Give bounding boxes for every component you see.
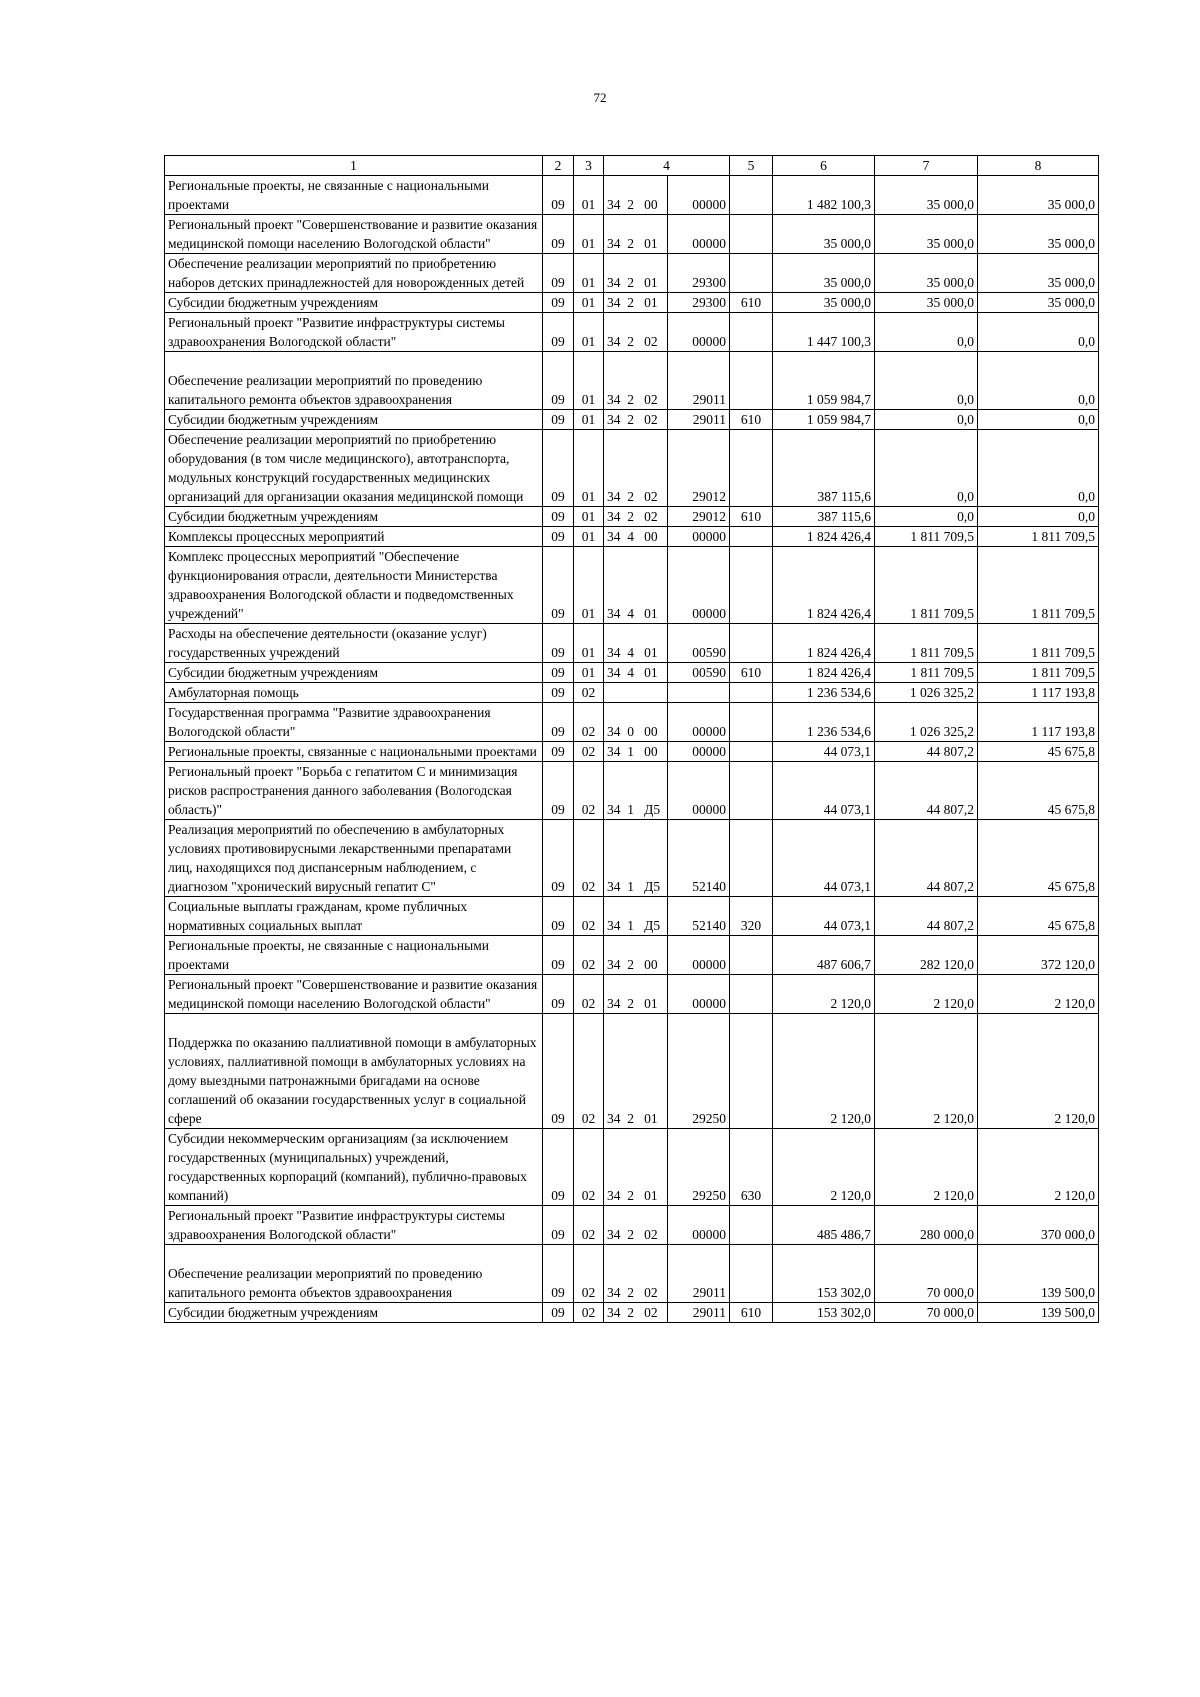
row-program-code-cell: 34 0 00 (604, 703, 668, 742)
row-amount-8-cell: 45 675,8 (978, 820, 1099, 897)
row-amount-8-cell: 1 117 193,8 (978, 683, 1099, 703)
row-amount-6-cell: 44 073,1 (773, 762, 875, 820)
row-name-cell: Региональный проект "Совершенствование и развитие оказания медицинской помощи населению Вологодской области" (165, 975, 543, 1014)
row-subsection-cell: 02 (574, 1245, 604, 1303)
row-article-code-cell: 00590 (668, 624, 730, 663)
table-row (165, 897, 1099, 936)
header-col-4: 4 (604, 156, 730, 176)
row-article-code-cell: 29012 (668, 430, 730, 507)
row-subsection-cell: 02 (574, 762, 604, 820)
row-subsection-cell: 01 (574, 313, 604, 352)
row-expense-type-cell (730, 624, 773, 663)
row-expense-type-cell (730, 936, 773, 975)
row-subsection-cell: 01 (574, 352, 604, 410)
row-name-cell: Обеспечение реализации мероприятий по приобретению оборудования (в том числе медицинского), автотранспорта, модульных конструкций государственных медицинских организаций для организации оказания медицинской помощи (165, 430, 543, 507)
row-article-code-cell: 29011 (668, 352, 730, 410)
row-section-cell: 09 (543, 624, 574, 663)
row-amount-6-cell: 1 824 426,4 (773, 663, 875, 683)
row-subsection-cell: 02 (574, 683, 604, 703)
row-program-code-cell: 34 2 02 (604, 352, 668, 410)
row-amount-7-cell: 1 026 325,2 (875, 683, 978, 703)
table-row (165, 742, 1099, 762)
header-col-6: 6 (773, 156, 875, 176)
row-subsection-cell: 02 (574, 1206, 604, 1245)
row-subsection-cell: 02 (574, 1014, 604, 1129)
row-article-code-cell: 29250 (668, 1014, 730, 1129)
row-article-code-cell: 00000 (668, 762, 730, 820)
row-amount-8-cell: 2 120,0 (978, 1014, 1099, 1129)
row-program-code-cell: 34 4 00 (604, 527, 668, 547)
row-section-cell: 09 (543, 430, 574, 507)
table-row (165, 176, 1099, 215)
row-article-code-cell: 29012 (668, 507, 730, 527)
row-amount-8-cell: 1 811 709,5 (978, 663, 1099, 683)
row-section-cell: 09 (543, 1014, 574, 1129)
row-name-cell: Амбулаторная помощь (165, 683, 543, 703)
row-name-cell: Региональный проект "Борьба с гепатитом С и минимизация рисков распространения данного заболевания (Вологодская область)" (165, 762, 543, 820)
row-amount-7-cell: 0,0 (875, 507, 978, 527)
row-program-code-cell: 34 1 Д5 (604, 897, 668, 936)
row-amount-6-cell: 153 302,0 (773, 1245, 875, 1303)
row-amount-6-cell: 44 073,1 (773, 742, 875, 762)
row-article-code-cell: 00000 (668, 742, 730, 762)
row-name-cell: Реализация мероприятий по обеспечению в амбулаторных условиях противовирусными лекарственными препаратами лиц, находящихся под диспансерным наблюдением, с диагнозом "хронический вирусный гепатит С" (165, 820, 543, 897)
row-amount-7-cell: 0,0 (875, 410, 978, 430)
row-article-code-cell: 52140 (668, 897, 730, 936)
row-article-code-cell: 29300 (668, 254, 730, 293)
row-program-code-cell: 34 2 02 (604, 313, 668, 352)
page-number: 72 (593, 90, 607, 105)
row-amount-6-cell: 1 824 426,4 (773, 624, 875, 663)
table-body (165, 156, 1099, 1323)
table-row (165, 820, 1099, 897)
row-name-cell: Региональные проекты, связанные с национальными проектами (165, 742, 543, 762)
row-subsection-cell: 01 (574, 176, 604, 215)
table-row (165, 527, 1099, 547)
row-subsection-cell: 01 (574, 547, 604, 624)
row-name-cell: Государственная программа "Развитие здравоохранения Вологодской области" (165, 703, 543, 742)
row-section-cell: 09 (543, 176, 574, 215)
row-expense-type-cell (730, 215, 773, 254)
row-subsection-cell: 02 (574, 936, 604, 975)
row-name-cell: Обеспечение реализации мероприятий по проведению капитального ремонта объектов здравоохранения (165, 352, 543, 410)
row-section-cell: 09 (543, 936, 574, 975)
row-amount-8-cell: 35 000,0 (978, 254, 1099, 293)
row-subsection-cell: 02 (574, 897, 604, 936)
header-col-1: 1 (165, 156, 543, 176)
header-col-3: 3 (574, 156, 604, 176)
row-amount-6-cell: 1 059 984,7 (773, 352, 875, 410)
row-amount-6-cell: 1 824 426,4 (773, 527, 875, 547)
row-amount-7-cell: 1 026 325,2 (875, 703, 978, 742)
table-row (165, 254, 1099, 293)
table-row (165, 663, 1099, 683)
row-amount-6-cell: 44 073,1 (773, 897, 875, 936)
row-program-code-cell: 34 2 02 (604, 1206, 668, 1245)
row-name-cell: Региональные проекты, не связанные с национальными проектами (165, 176, 543, 215)
header-col-2: 2 (543, 156, 574, 176)
row-section-cell: 09 (543, 663, 574, 683)
row-amount-6-cell: 44 073,1 (773, 820, 875, 897)
row-expense-type-cell (730, 527, 773, 547)
row-expense-type-cell: 610 (730, 293, 773, 313)
row-amount-6-cell: 387 115,6 (773, 430, 875, 507)
row-amount-8-cell: 35 000,0 (978, 215, 1099, 254)
row-amount-8-cell: 1 811 709,5 (978, 527, 1099, 547)
row-amount-8-cell: 0,0 (978, 410, 1099, 430)
row-amount-8-cell: 372 120,0 (978, 936, 1099, 975)
row-name-cell: Региональные проекты, не связанные с национальными проектами (165, 936, 543, 975)
row-amount-6-cell: 35 000,0 (773, 215, 875, 254)
table-row (165, 1014, 1099, 1129)
row-amount-7-cell: 35 000,0 (875, 254, 978, 293)
row-name-cell: Региональный проект "Совершенствование и развитие оказания медицинской помощи населению Вологодской области" (165, 215, 543, 254)
row-amount-8-cell: 45 675,8 (978, 762, 1099, 820)
row-expense-type-cell (730, 683, 773, 703)
row-amount-8-cell: 35 000,0 (978, 293, 1099, 313)
row-program-code-cell: 34 4 01 (604, 663, 668, 683)
row-expense-type-cell: 610 (730, 410, 773, 430)
row-amount-8-cell: 1 117 193,8 (978, 703, 1099, 742)
header-col-7: 7 (875, 156, 978, 176)
row-amount-7-cell: 2 120,0 (875, 1129, 978, 1206)
row-program-code-cell: 34 2 02 (604, 410, 668, 430)
row-expense-type-cell (730, 254, 773, 293)
row-amount-7-cell: 44 807,2 (875, 897, 978, 936)
table-row (165, 975, 1099, 1014)
row-amount-7-cell: 35 000,0 (875, 176, 978, 215)
row-expense-type-cell (730, 352, 773, 410)
row-program-code-cell: 34 1 Д5 (604, 762, 668, 820)
row-section-cell: 09 (543, 547, 574, 624)
table-row (165, 293, 1099, 313)
row-section-cell: 09 (543, 897, 574, 936)
row-amount-6-cell: 35 000,0 (773, 293, 875, 313)
row-expense-type-cell (730, 430, 773, 507)
header-col-8: 8 (978, 156, 1099, 176)
row-amount-7-cell: 0,0 (875, 352, 978, 410)
row-article-code-cell (668, 683, 730, 703)
row-program-code-cell: 34 2 02 (604, 507, 668, 527)
row-amount-8-cell: 139 500,0 (978, 1303, 1099, 1323)
row-name-cell: Комплексы процессных мероприятий (165, 527, 543, 547)
row-amount-6-cell: 2 120,0 (773, 1014, 875, 1129)
row-name-cell: Субсидии бюджетным учреждениям (165, 663, 543, 683)
row-expense-type-cell (730, 703, 773, 742)
row-name-cell: Социальные выплаты гражданам, кроме публичных нормативных социальных выплат (165, 897, 543, 936)
row-amount-7-cell: 2 120,0 (875, 1014, 978, 1129)
row-article-code-cell: 00000 (668, 1206, 730, 1245)
row-section-cell: 09 (543, 762, 574, 820)
row-program-code-cell: 34 4 01 (604, 547, 668, 624)
row-amount-6-cell: 487 606,7 (773, 936, 875, 975)
table-row (165, 215, 1099, 254)
row-amount-7-cell: 35 000,0 (875, 293, 978, 313)
row-name-cell: Региональный проект "Развитие инфраструктуры системы здравоохранения Вологодской области" (165, 1206, 543, 1245)
row-section-cell: 09 (543, 293, 574, 313)
row-amount-8-cell: 0,0 (978, 430, 1099, 507)
row-subsection-cell: 01 (574, 293, 604, 313)
row-name-cell: Комплекс процессных мероприятий "Обеспечение функционирования отрасли, деятельности Министерства здравоохранения Вологодской области и подведомственных учреждений" (165, 547, 543, 624)
row-article-code-cell: 00000 (668, 215, 730, 254)
row-section-cell: 09 (543, 703, 574, 742)
row-amount-7-cell: 0,0 (875, 430, 978, 507)
row-amount-6-cell: 1 236 534,6 (773, 703, 875, 742)
row-section-cell: 09 (543, 1245, 574, 1303)
table-row (165, 624, 1099, 663)
row-article-code-cell: 00000 (668, 527, 730, 547)
row-amount-7-cell: 0,0 (875, 313, 978, 352)
row-subsection-cell: 02 (574, 820, 604, 897)
row-amount-6-cell: 2 120,0 (773, 1129, 875, 1206)
row-amount-6-cell: 1 236 534,6 (773, 683, 875, 703)
row-section-cell: 09 (543, 1303, 574, 1323)
row-subsection-cell: 02 (574, 1303, 604, 1323)
row-name-cell: Субсидии бюджетным учреждениям (165, 1303, 543, 1323)
row-program-code-cell: 34 2 02 (604, 1303, 668, 1323)
row-subsection-cell: 02 (574, 1129, 604, 1206)
table-row (165, 507, 1099, 527)
table-row (165, 547, 1099, 624)
row-amount-7-cell: 70 000,0 (875, 1245, 978, 1303)
row-amount-7-cell: 1 811 709,5 (875, 663, 978, 683)
row-article-code-cell: 29011 (668, 410, 730, 430)
row-program-code-cell: 34 2 01 (604, 1014, 668, 1129)
row-expense-type-cell (730, 820, 773, 897)
row-expense-type-cell (730, 1245, 773, 1303)
row-program-code-cell: 34 2 00 (604, 936, 668, 975)
row-subsection-cell: 01 (574, 215, 604, 254)
header-col-5: 5 (730, 156, 773, 176)
row-name-cell: Субсидии некоммерческим организациям (за исключением государственных (муниципальных) учреждений, государственных корпораций (компаний), публично-правовых компаний) (165, 1129, 543, 1206)
row-amount-7-cell: 44 807,2 (875, 820, 978, 897)
table-row (165, 703, 1099, 742)
table-row (165, 683, 1099, 703)
row-expense-type-cell (730, 1014, 773, 1129)
row-name-cell: Субсидии бюджетным учреждениям (165, 507, 543, 527)
table-row (165, 1129, 1099, 1206)
row-subsection-cell: 02 (574, 703, 604, 742)
row-amount-7-cell: 1 811 709,5 (875, 547, 978, 624)
row-section-cell: 09 (543, 683, 574, 703)
row-expense-type-cell: 320 (730, 897, 773, 936)
row-expense-type-cell: 630 (730, 1129, 773, 1206)
row-article-code-cell: 00000 (668, 176, 730, 215)
row-amount-7-cell: 1 811 709,5 (875, 624, 978, 663)
row-amount-6-cell: 387 115,6 (773, 507, 875, 527)
row-name-cell: Расходы на обеспечение деятельности (оказание услуг) государственных учреждений (165, 624, 543, 663)
row-article-code-cell: 00000 (668, 703, 730, 742)
row-article-code-cell: 00000 (668, 313, 730, 352)
row-amount-8-cell: 370 000,0 (978, 1206, 1099, 1245)
row-subsection-cell: 01 (574, 624, 604, 663)
row-name-cell: Субсидии бюджетным учреждениям (165, 293, 543, 313)
row-section-cell: 09 (543, 313, 574, 352)
row-program-code-cell: 34 2 01 (604, 975, 668, 1014)
table-row (165, 1206, 1099, 1245)
row-name-cell: Обеспечение реализации мероприятий по приобретению наборов детских принадлежностей для новорожденных детей (165, 254, 543, 293)
row-program-code-cell: 34 2 01 (604, 254, 668, 293)
row-subsection-cell: 01 (574, 430, 604, 507)
row-amount-8-cell: 0,0 (978, 507, 1099, 527)
row-section-cell: 09 (543, 410, 574, 430)
row-name-cell: Субсидии бюджетным учреждениям (165, 410, 543, 430)
table-row (165, 762, 1099, 820)
row-article-code-cell: 00000 (668, 547, 730, 624)
row-amount-8-cell: 2 120,0 (978, 1129, 1099, 1206)
row-program-code-cell: 34 1 00 (604, 742, 668, 762)
row-expense-type-cell (730, 547, 773, 624)
row-amount-7-cell: 44 807,2 (875, 742, 978, 762)
row-expense-type-cell: 610 (730, 663, 773, 683)
row-expense-type-cell (730, 176, 773, 215)
row-article-code-cell: 00590 (668, 663, 730, 683)
row-amount-8-cell: 139 500,0 (978, 1245, 1099, 1303)
row-amount-8-cell: 2 120,0 (978, 975, 1099, 1014)
row-amount-7-cell: 280 000,0 (875, 1206, 978, 1245)
row-amount-8-cell: 0,0 (978, 313, 1099, 352)
row-program-code-cell: 34 2 01 (604, 215, 668, 254)
row-program-code-cell: 34 2 02 (604, 430, 668, 507)
row-expense-type-cell: 610 (730, 507, 773, 527)
row-program-code-cell: 34 2 01 (604, 1129, 668, 1206)
row-amount-6-cell: 153 302,0 (773, 1303, 875, 1323)
row-program-code-cell (604, 683, 668, 703)
row-section-cell: 09 (543, 507, 574, 527)
table-row (165, 430, 1099, 507)
row-expense-type-cell: 610 (730, 1303, 773, 1323)
row-amount-6-cell: 485 486,7 (773, 1206, 875, 1245)
row-section-cell: 09 (543, 742, 574, 762)
row-article-code-cell: 00000 (668, 975, 730, 1014)
row-program-code-cell: 34 2 01 (604, 293, 668, 313)
row-expense-type-cell (730, 762, 773, 820)
row-amount-8-cell: 1 811 709,5 (978, 624, 1099, 663)
row-article-code-cell: 00000 (668, 936, 730, 975)
row-amount-6-cell: 1 059 984,7 (773, 410, 875, 430)
row-expense-type-cell (730, 313, 773, 352)
row-amount-7-cell: 282 120,0 (875, 936, 978, 975)
row-name-cell: Обеспечение реализации мероприятий по проведению капитального ремонта объектов здравоохранения (165, 1245, 543, 1303)
row-program-code-cell: 34 2 00 (604, 176, 668, 215)
row-article-code-cell: 29011 (668, 1245, 730, 1303)
row-amount-6-cell: 2 120,0 (773, 975, 875, 1014)
row-amount-7-cell: 44 807,2 (875, 762, 978, 820)
row-amount-8-cell: 45 675,8 (978, 742, 1099, 762)
row-article-code-cell: 29250 (668, 1129, 730, 1206)
table-header-row (165, 156, 1099, 176)
row-section-cell: 09 (543, 352, 574, 410)
table-row (165, 313, 1099, 352)
row-program-code-cell: 34 1 Д5 (604, 820, 668, 897)
row-section-cell: 09 (543, 527, 574, 547)
budget-table (164, 155, 1099, 1323)
row-amount-8-cell: 35 000,0 (978, 176, 1099, 215)
row-expense-type-cell (730, 742, 773, 762)
row-amount-8-cell: 0,0 (978, 352, 1099, 410)
row-subsection-cell: 02 (574, 742, 604, 762)
row-program-code-cell: 34 4 01 (604, 624, 668, 663)
row-subsection-cell: 01 (574, 410, 604, 430)
row-name-cell: Поддержка по оказанию паллиативной помощи в амбулаторных условиях, паллиативной помощи в амбулаторных условиях на дому выездными патронажными бригадами на основе соглашений об оказании государственных услуг в социальной сфере (165, 1014, 543, 1129)
row-amount-6-cell: 35 000,0 (773, 254, 875, 293)
row-subsection-cell: 01 (574, 507, 604, 527)
row-article-code-cell: 52140 (668, 820, 730, 897)
row-subsection-cell: 02 (574, 975, 604, 1014)
row-subsection-cell: 01 (574, 254, 604, 293)
row-amount-7-cell: 35 000,0 (875, 215, 978, 254)
table-row (165, 1303, 1099, 1323)
row-name-cell: Региональный проект "Развитие инфраструктуры системы здравоохранения Вологодской области" (165, 313, 543, 352)
table-row (165, 1245, 1099, 1303)
table-row (165, 352, 1099, 410)
row-section-cell: 09 (543, 1129, 574, 1206)
row-amount-8-cell: 45 675,8 (978, 897, 1099, 936)
row-amount-6-cell: 1 482 100,3 (773, 176, 875, 215)
row-subsection-cell: 01 (574, 527, 604, 547)
row-amount-6-cell: 1 824 426,4 (773, 547, 875, 624)
row-expense-type-cell (730, 1206, 773, 1245)
row-program-code-cell: 34 2 02 (604, 1245, 668, 1303)
row-section-cell: 09 (543, 975, 574, 1014)
row-amount-7-cell: 1 811 709,5 (875, 527, 978, 547)
row-subsection-cell: 01 (574, 663, 604, 683)
row-expense-type-cell (730, 975, 773, 1014)
row-amount-8-cell: 1 811 709,5 (978, 547, 1099, 624)
table-row (165, 410, 1099, 430)
row-amount-7-cell: 70 000,0 (875, 1303, 978, 1323)
row-section-cell: 09 (543, 254, 574, 293)
row-amount-6-cell: 1 447 100,3 (773, 313, 875, 352)
row-article-code-cell: 29300 (668, 293, 730, 313)
row-amount-7-cell: 2 120,0 (875, 975, 978, 1014)
row-section-cell: 09 (543, 820, 574, 897)
row-article-code-cell: 29011 (668, 1303, 730, 1323)
row-section-cell: 09 (543, 215, 574, 254)
row-section-cell: 09 (543, 1206, 574, 1245)
table-row (165, 936, 1099, 975)
